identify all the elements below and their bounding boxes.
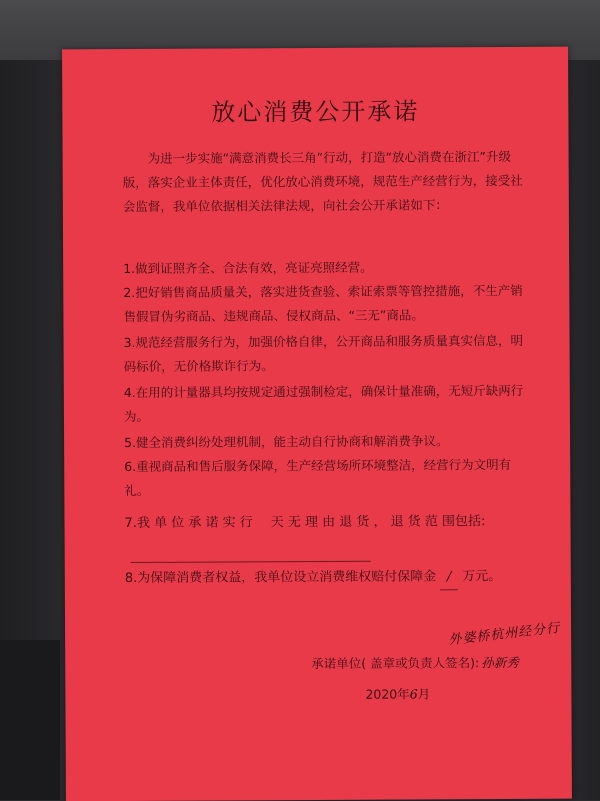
commitment-item-3: 3.规范经营服务行为，加强价格自律，公开商品和服务质量真实信息，明码标价，无价格欺诈行为。 xyxy=(123,332,524,375)
commitment-item-4: 4.在用的计量器具均按规定通过强制检定，确保计量准确，无短斤缺两行为。 xyxy=(123,382,524,425)
commitment-sheet xyxy=(62,47,572,801)
item-7-prefix: 7.我 单 位 承 诺 实 行 xyxy=(124,515,253,532)
document-title: 放心消费公开承诺 xyxy=(211,97,420,127)
commitment-item-1: 1.做到证照齐全、合法有效，亮证亮照经营。 xyxy=(123,259,373,277)
background-bottom xyxy=(0,640,60,800)
commitment-item-6: 6.重视商品和售后服务保障，生产经营场所环境整洁，经营行为文明有礼。 xyxy=(124,456,512,499)
item-7-suffix: 天 无 理 由 退 货 ， 退 货 范 围包括: xyxy=(270,514,486,531)
handwritten-signature: 孙新秀 xyxy=(481,654,519,671)
signature-label: 承诺单位( 盖章或负责人签名): xyxy=(311,655,480,672)
handwritten-unit-name: 外婆桥杭州经分行 xyxy=(447,620,561,649)
return-scope-blank xyxy=(131,547,371,563)
document-date xyxy=(365,684,430,702)
commitment-item-7 xyxy=(124,509,524,563)
item-8-prefix: 8.为保障消费者权益，我单位设立消费维权赔付保障金 xyxy=(124,569,437,587)
commitment-item-5: 5.健全消费纠纷处理机制，能主动自行协商和解消费争议。 xyxy=(124,433,449,451)
commitment-item-2: 2.把好销售商品质量关，落实进货查验、索证索票等管控措施，不生产销售假冒伪劣商品、违规商品、侵权商品、“三无”商品。 xyxy=(123,282,523,325)
date-month: 6 xyxy=(409,686,418,702)
date-prefix: 2020年 xyxy=(365,686,410,702)
item-8-suffix: 万元。 xyxy=(462,569,502,585)
commitment-item-8 xyxy=(125,565,525,592)
date-suffix: 月 xyxy=(417,686,431,702)
intro-paragraph: 为进一步实施“满意消费长三角”行动，打造“放心消费在浙江”升级版，落实企业主体责任，优化放心消费环境，规范生产经营行为，接受社会监督，我单位依据相关法律法规，向社会公开承诺如下： xyxy=(122,148,523,215)
deposit-amount-fill: / xyxy=(440,565,458,590)
signature-line xyxy=(311,653,519,672)
